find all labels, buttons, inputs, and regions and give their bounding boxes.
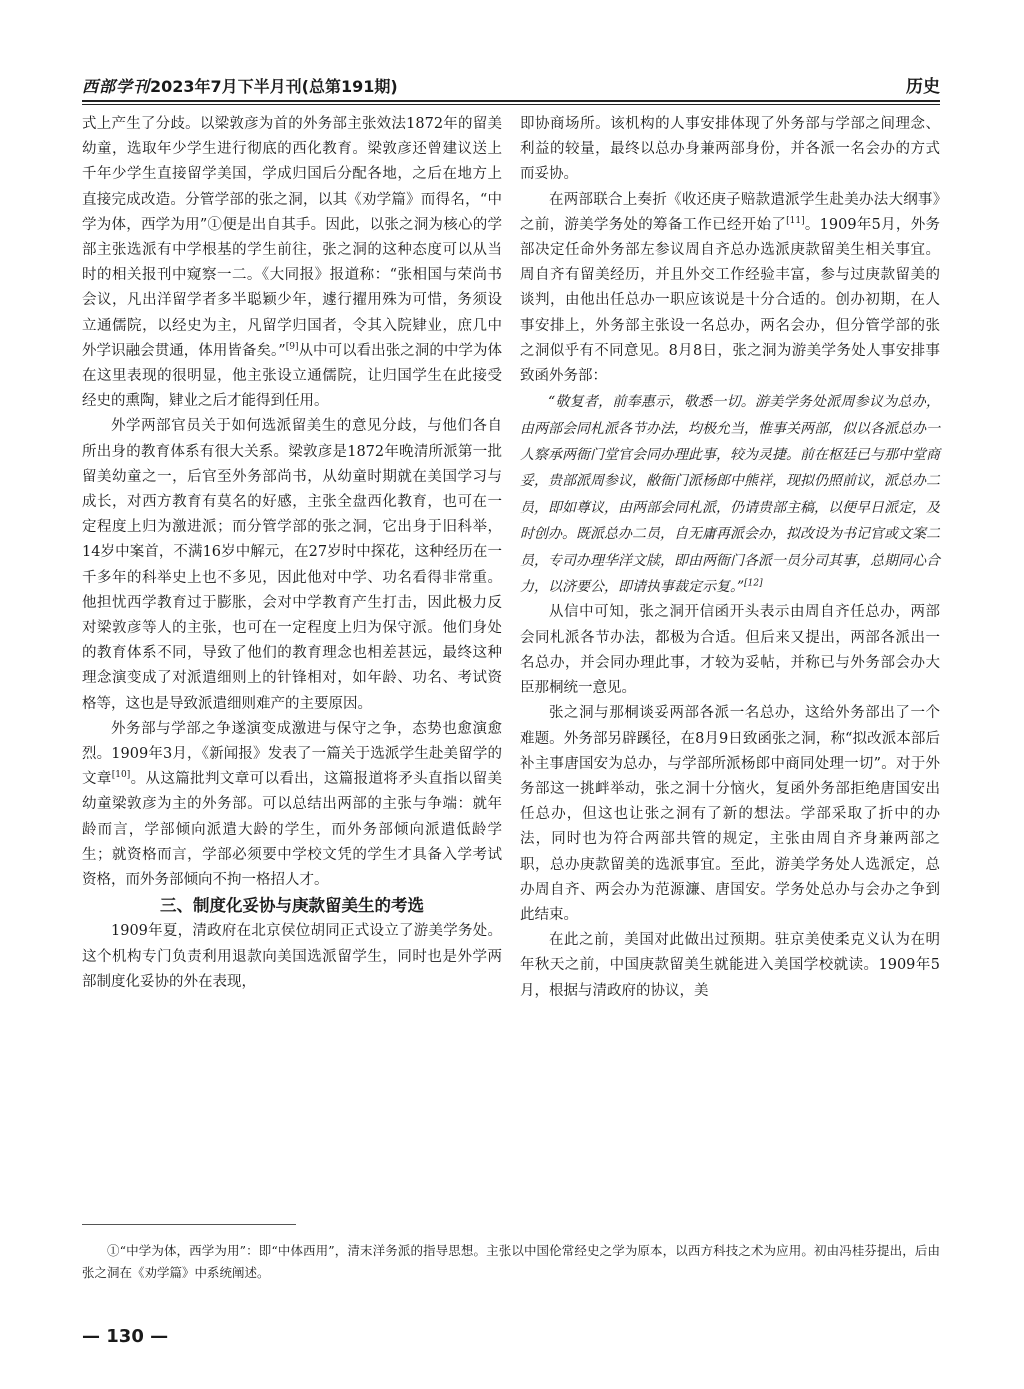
- left-column: [82, 112, 502, 995]
- journal-logo: 西部学刊: [82, 77, 151, 96]
- footnote-rule: [82, 1224, 296, 1225]
- footnote: ①“中学为体，西学为用”：即“中体西用”，清末洋务派的指导思想。主张以中国伦常经史之学为原本，以西方科技之术为应用。初由冯桂芬提出，后由张之洞在《劝学篇》中系统阐述。: [82, 1243, 940, 1280]
- section-name: 历史: [906, 77, 940, 97]
- page-number: — 130 —: [82, 1326, 169, 1347]
- header-rule: [82, 100, 940, 102]
- paragraph: 从信中可知，张之洞开信函开头表示由周自齐任总办，两部会同札派各节办法，都极为合适。但后来又提出，两部各派出一名总办，并会同办理此事，才较为妥帖，并称已与外务部会办大臣那桐统一意见。: [520, 604, 940, 697]
- running-header: [82, 70, 940, 100]
- citation-ref: [12]: [744, 578, 763, 589]
- paragraph: 式上产生了分歧。以梁敦彦为首的外务部主张效法1872年的留美幼童，选取年少学生进行彻底的西化教育。梁敦彦还曾建议送上千年少学生直接留学美国，学成归国后分配各地，之后在地方上直接完成改造。分管学部的张之洞，以其《劝学篇》而得名，“中学为体，西学为用”①便是出自其手。因此，以张之洞为核心的学部主张选派有中学根基的学生前往，张之洞的这种态度可以从当时的相关报刊中窥察一二。《大同报》报道称：“张相国与荣尚书会议，凡出洋留学者多半聪颖少年，遽行擢用殊为可惜，务须设立通儒院，以经史为主，凡留学归国者，令其入院肄业，庶几中外学识融会贯通，体用皆备矣。”[9]从中可以看出张之洞的中学为体在这里表现的很明显，他主张设立通儒院，让归国学生在此接受经史的熏陶，肄业之后才能得到任用。: [82, 116, 502, 410]
- citation-ref: [9]: [285, 342, 299, 352]
- paragraph: 1909年夏，清政府在北京侯位胡同正式设立了游美学务处。这个机构专门负责利用退款向美国选派留学生，同时也是外学两部制度化妥协的外在表现，: [82, 923, 502, 990]
- paragraph: 即协商场所。该机构的人事安排体现了外务部与学部之间理念、利益的较量，最终以总办身兼两部身份，并各派一名会办的方式而妥协。: [520, 116, 940, 183]
- header-rule-thin: [82, 104, 940, 105]
- paragraph: 外学两部官员关于如何选派留美生的意见分歧，与他们各自所出身的教育体系有很大关系。梁敦彦是1872年晚清所派第一批留美幼童之一，后官至外务部尚书，从幼童时期就在美国学习与成长，对西方教育有莫名的好感，主张全盘西化教育，也可在一定程度上归为激进派；而分管学部的张之洞，它出身于旧科举，14岁中案首，不满16岁中解元，在27岁时中探花，这种经历在一千多年的科举史上也不多见，因此他对中学、功名看得非常重。他担忧西学教育过于膨胀，会对中学教育产生打击，因此极力反对梁敦彦等人的主张，也可在一定程度上归为保守派。他们身处的教育体系不同，导致了他们的教育理念也相差甚远，最终这种理念演变成了对派遣细则上的针锋相对，如年龄、功名、考试资格等，这也是导致派遣细则难产的主要原因。: [82, 418, 502, 712]
- block-quote: “敬复者，前奉惠示，敬悉一切。游美学务处派周参议为总办，由两部会同札派各节办法，均极允当，惟事关两部，似以各派总办一人察承两衙门堂官会同办理此事，较为灵捷。前在枢廷已与那中堂商妥，贵部派周参议，敝衙门派杨郎中熊祥，现拟仍照前议，派总办二员，即如尊议，由两部会同札派，仍请贵部主稿，以便早日派定，及时创办。既派总办二员，自无庸再派会办，拟改设为书记官或文案二员，专司办理华洋文牍，即由两衙门各派一员分司其事，总期同心合力，以济要公，即请执事裁定示复。”[12]: [520, 394, 940, 596]
- paragraph: 在此之前，美国对此做出过预期。驻京美使柔克义认为在明年秋天之前，中国庚款留美生就能进入美国学校就读。1909年5月，根据与清政府的协议，美: [520, 932, 940, 999]
- issue-info: 2023年7月下半月刊(总第191期): [150, 77, 398, 96]
- right-column: [520, 112, 940, 1004]
- section-heading: 三、制度化妥协与庚款留美生的考选: [160, 896, 424, 916]
- citation-ref: [11]: [786, 215, 805, 226]
- paragraph: 在两部联合上奏折《收还庚子赔款遣派学生赴美办法大纲事》之前，游美学务处的筹备工作已经开始了[11]。1909年5月，外务部决定任命外务部左参议周自齐总办选派庚款留美生相关事宜。周自齐有留美经历，并且外交工作经验丰富，参与过庚款留美的谈判，由他出任总办一职应该说是十分合适的。创办初期，在人事安排上，外务部主张设一名总办，两名会办，但分管学部的张之洞似乎有不同意见。8月8日，张之洞为游美学务处人事安排事致函外务部：: [520, 191, 940, 385]
- header-journal-issue: [82, 74, 398, 97]
- citation-ref: [10]: [111, 770, 131, 781]
- paragraph: 外务部与学部之争遂演变成激进与保守之争，态势也愈演愈烈。1909年3月，《新闻报》发表了一篇关于选派学生赴美留学的文章[10]。从这篇批判文章可以看出，这篇报道将矛头直指以留美幼童梁敦彦为主的外务部。可以总结出两部的主张与争端：就年龄而言，学部倾向派遣大龄的学生，而外务部倾向派遣低龄学生；就资格而言，学部必须要中学校文凭的学生才具备入学考试资格，而外务部倾向不拘一格招人才。: [82, 720, 503, 889]
- paragraph: 张之洞与那桐谈妥两部各派一名总办，这给外务部出了一个难题。外务部另辟蹊径，在8月9日致函张之洞，称“拟改派本部后补主事唐国安为总办，与学部所派杨郎中商同处理一切”。对于外务部这一挑衅举动，张之洞十分恼火，复函外务部拒绝唐国安出任总办，但这也让张之洞有了新的想法。学部采取了折中的办法，同时也为符合两部共管的规定，主张由周自齐身兼两部之职，总办庚款留美的选派事宜。至此，游美学务处人选派定，总办周自齐、两会办为范源濂、唐国安。学务处总办与会办之争到此结束。: [520, 705, 940, 923]
